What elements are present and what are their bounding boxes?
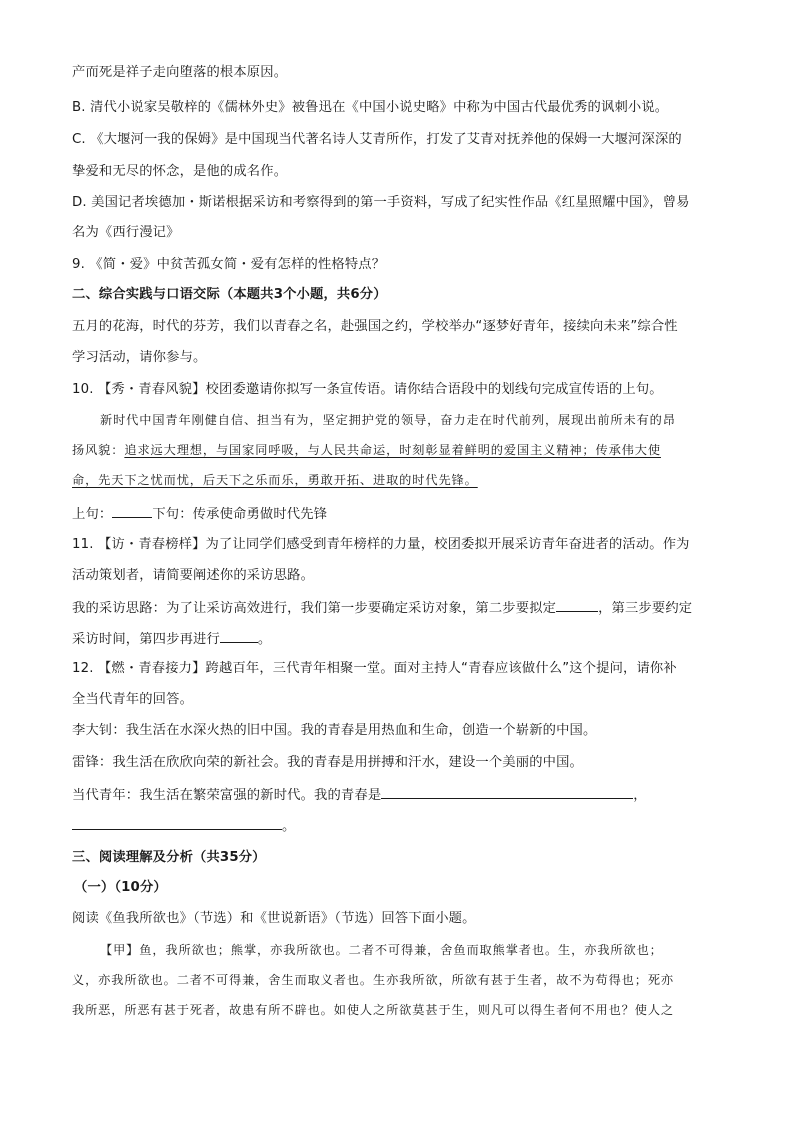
text-line: 名为《西行漫记》	[72, 225, 180, 240]
label: 。	[282, 819, 296, 834]
answer-line	[72, 504, 327, 524]
option-d: D. 美国记者埃德加・斯诺根据采访和考察得到的第一手资料，写成了纪实性作品《红星照耀中国》，曾易	[72, 195, 690, 210]
passage-line: 义，亦我所欲也。二者不可得兼，舍生而取义者也。生亦我所欲，所欲有甚于生者，故不为苟得也；死亦	[72, 973, 675, 987]
question-9: 9. 《简・爱》中贫苦孤女简・爱有怎样的性格特点？	[72, 257, 386, 272]
label: 上句：	[72, 507, 113, 522]
underlined-sentence: 命，先天下之忧而忧，后天下之乐而乐，勇敢开拓、进取的时代先锋。	[72, 473, 478, 487]
text-line: 挚爱和无尽的怀念，是他的成名作。	[72, 164, 288, 179]
speaker-lei-feng: 雷锋：我生活在欣欣向荣的新社会。我的青春是用拼搏和汗水，建设一个美丽的中国。	[72, 755, 583, 770]
answer-blank[interactable]	[112, 504, 152, 518]
label: 采访时间，第四步再进行	[72, 632, 220, 647]
label: ，第三步要约定	[598, 601, 693, 616]
quote-line: 新时代中国青年刚健自信、担当有为，坚定拥护党的领导，奋力走在时代前列，展现出前所未有的昂	[100, 413, 676, 427]
answer-line	[72, 816, 295, 836]
speaker-modern-youth: 当代青年：我生活在繁荣富强的新时代。我的青春是	[72, 788, 382, 803]
label: 我的采访思路：为了让采访高效进行，我们第一步要确定采访对象，第二步要拟定	[72, 601, 557, 616]
answer-blank[interactable]	[72, 816, 282, 830]
text-line: 产而死是祥子走向堕落的根本原因。	[72, 65, 288, 80]
text-line: 阅读《鱼我所欲也》（节选）和《世说新语》（节选）回答下面小题。	[72, 911, 476, 926]
speaker-li-dazhao: 李大钊：我生活在水深火热的旧中国。我的青春是用热血和生命，创造一个崭新的中国。	[72, 723, 597, 738]
text-line: 活动策划者，请简要阐述你的采访思路。	[72, 568, 315, 583]
answer-blank[interactable]	[220, 629, 258, 643]
question-11: 11. 【访・青春榜样】为了让同学们感受到青年榜样的力量，校团委拟开展采访青年奋进者的活动。作为	[72, 537, 690, 552]
question-12: 12. 【燃・青春接力】跨越百年，三代青年相聚一堂。面对主持人“青春应该做什么”这个提问，请你补	[72, 661, 677, 676]
quote-line	[72, 441, 661, 459]
label: 。	[257, 632, 272, 647]
section-heading-3: 三、阅读理解及分析（共35分）	[72, 850, 266, 865]
text-line: 学习活动，请你参与。	[72, 350, 207, 365]
answer-blank[interactable]	[556, 598, 598, 612]
label: 下句：传承使命勇做时代先锋	[152, 507, 328, 522]
quote-line	[72, 471, 478, 489]
quote-text: 扬风貌：	[72, 443, 125, 457]
section-heading-2: 二、综合实践与口语交际（本题共3个小题，共6分）	[72, 287, 387, 302]
answer-line	[72, 598, 692, 618]
answer-line	[72, 785, 647, 805]
passage-line: 【甲】鱼，我所欲也；熊掌，亦我所欲也。二者不可得兼，舍鱼而取熊掌者也。生，亦我所欲也；	[100, 943, 663, 957]
passage-line: 我所恶，所恶有甚于死者，故患有所不辟也。如使人之所欲莫甚于生，则凡可以得生者何不用也？使人之	[72, 1003, 675, 1017]
text-line: 全当代青年的回答。	[72, 692, 194, 707]
option-b: B. 清代小说家吴敬梓的《儒林外史》被鲁迅在《中国小说史略》中称为中国古代最优秀的讽刺小说。	[72, 100, 669, 115]
label: ，	[633, 788, 647, 803]
answer-line	[72, 629, 271, 649]
text-line: 五月的花海，时代的芬芳，我们以青春之名，赴强国之约，学校举办“逐梦好青年，接续向未来”综合性	[72, 319, 678, 334]
option-c: C. 《大堰河一我的保姆》是中国现当代著名诗人艾青所作，打发了艾青对抚养他的保姆一大堰河深深的	[72, 132, 682, 147]
subsection-heading: （一）（10分）	[74, 880, 167, 895]
answer-blank[interactable]	[381, 785, 633, 799]
question-10: 10. 【秀・青春风貌】校团委邀请你拟写一条宣传语。请你结合语段中的划线句完成宣传语的上句。	[72, 382, 663, 397]
underlined-sentence: 追求远大理想，与国家同呼吸，与人民共命运，时刻彰显着鲜明的爱国主义精神；传承伟大使	[124, 443, 661, 457]
